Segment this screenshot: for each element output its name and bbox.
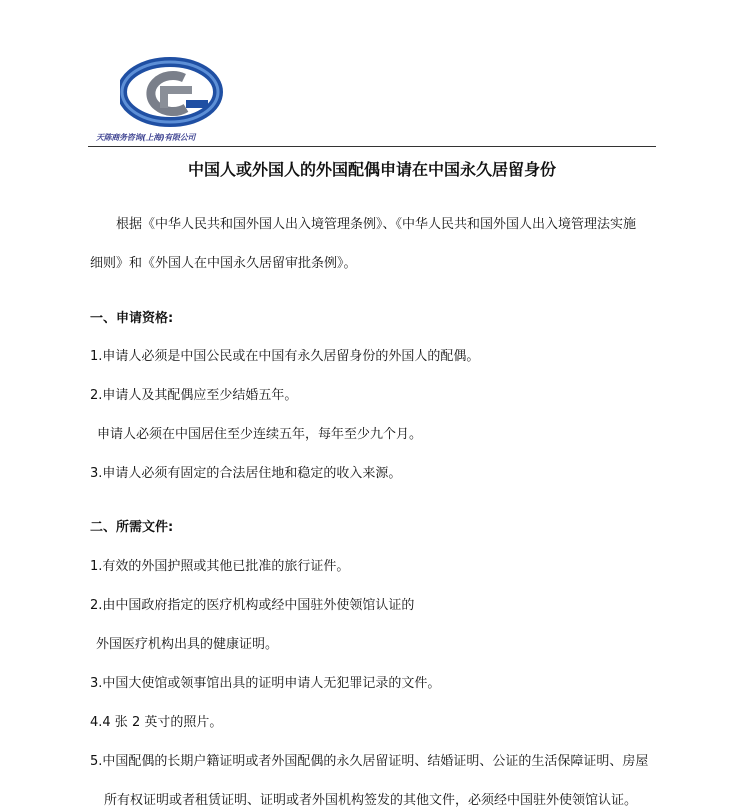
document-item: 5.中国配偶的长期户籍证明或者外国配偶的永久居留证明、结婚证明、公证的生活保障证明、房屋 <box>90 754 649 769</box>
header-rule <box>88 146 656 147</box>
logo-emblem-icon <box>120 56 224 130</box>
document-item: 外国医疗机构出具的健康证明。 <box>96 637 279 652</box>
document-item: 2.由中国政府指定的医疗机构或经中国驻外使领馆认证的 <box>90 598 415 613</box>
document-item: 3.中国大使馆或领事馆出具的证明申请人无犯罪记录的文件。 <box>90 676 441 691</box>
document-title: 中国人或外国人的外国配偶申请在中国永久居留身份 <box>187 160 556 179</box>
intro-line-1: 根据《中华人民共和国外国人出入境管理条例》、《中华人民共和国外国人出入境管理法实施 <box>116 217 637 232</box>
document-item: 4.4 张 2 英寸的照片。 <box>90 715 223 730</box>
section-heading-eligibility: 一、申请资格: <box>90 311 174 326</box>
company-logo <box>94 54 234 146</box>
eligibility-item: 2.申请人及其配偶应至少结婚五年。 <box>90 388 298 403</box>
eligibility-item: 1.申请人必须是中国公民或在中国有永久居留身份的外国人的配偶。 <box>90 349 480 364</box>
section-heading-documents: 二、所需文件: <box>90 520 174 535</box>
eligibility-item: 申请人必须在中国居住至少连续五年，每年至少九个月。 <box>97 427 423 442</box>
document-item: 1.有效的外国护照或其他已批准的旅行证件。 <box>90 559 350 574</box>
company-name: 天陈商务咨询(上海)有限公司 <box>96 133 196 142</box>
intro-line-2: 细则》和《外国人在中国永久居留审批条例》。 <box>90 256 357 271</box>
eligibility-item: 3.申请人必须有固定的合法居住地和稳定的收入来源。 <box>90 466 402 481</box>
document-item: 所有权证明或者租赁证明、证明或者外国机构签发的其他文件，必须经中国驻外使领馆认证。 <box>104 793 638 808</box>
